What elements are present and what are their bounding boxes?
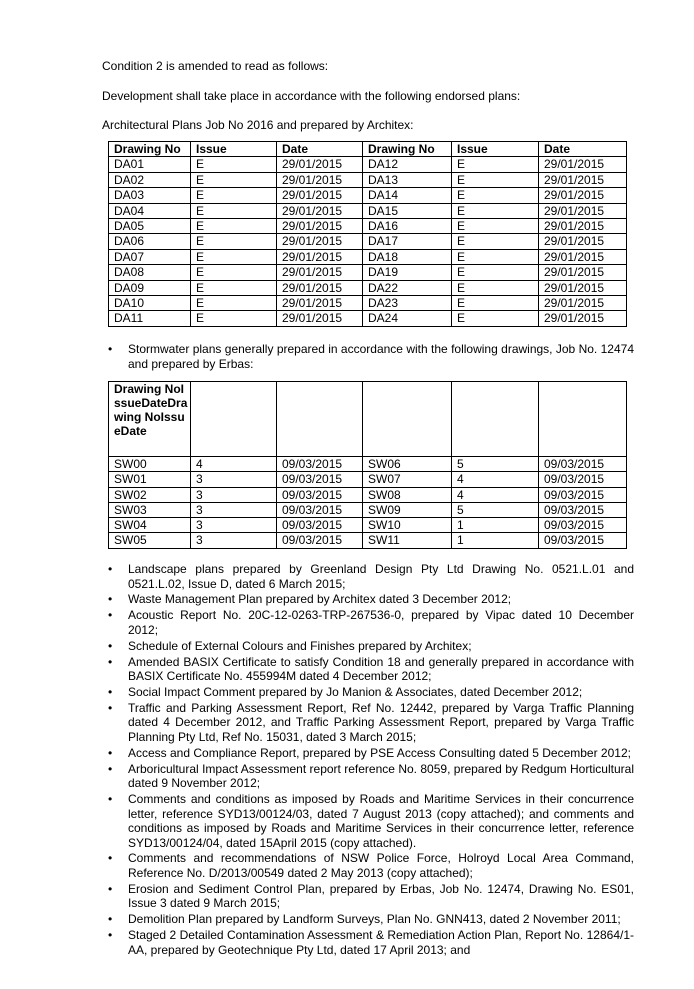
table-header-row — [109, 142, 627, 157]
table-cell: 09/03/2015 — [277, 472, 363, 487]
table-cell: DA09 — [109, 280, 191, 295]
table-cell: 29/01/2015 — [539, 311, 627, 326]
table-cell: DA18 — [363, 249, 452, 264]
bullet-point: • — [108, 654, 113, 669]
table-cell: SW07 — [363, 472, 452, 487]
table-cell: E — [191, 295, 277, 310]
bullet-point: • — [108, 792, 113, 807]
stormwater-intro: Stormwater plans generally prepared in accordance with the following drawings, Job No. 12474 and prepared by Erbas: — [128, 342, 634, 371]
column-header: Drawing No — [363, 142, 452, 157]
table-row — [109, 457, 627, 472]
table-cell: 29/01/2015 — [539, 172, 627, 187]
table-cell: DA19 — [363, 265, 452, 280]
table-cell: DA06 — [109, 234, 191, 249]
table-cell: DA23 — [363, 295, 452, 310]
list-item-text: Erosion and Sediment Control Plan, prepared by Erbas, Job No. 12474, Drawing No. ES01, Issue 3 dated 9 March 2015; — [128, 881, 634, 911]
table-cell: DA02 — [109, 172, 191, 187]
table-cell: DA14 — [363, 188, 452, 203]
column-header: Date — [277, 142, 363, 157]
bullet-point: • — [108, 608, 113, 623]
bullet-point: • — [108, 684, 113, 699]
table-cell: E — [191, 157, 277, 172]
column-header: Issue — [452, 142, 539, 157]
bullet-point: • — [108, 638, 113, 653]
table-cell: 09/03/2015 — [277, 502, 363, 517]
table-cell: DA10 — [109, 295, 191, 310]
stormwater-plans-table — [108, 381, 627, 549]
table-row — [109, 472, 627, 487]
list-item — [108, 746, 634, 761]
table-cell: SW04 — [109, 518, 191, 533]
list-item-text: Traffic and Parking Assessment Report, Ref No. 12442, prepared by Varga Traffic Planning dated 4 December 2012, and Traffic Parking Assessment Report, prepared by Varga Traffic Planning Pty Ltd, Ref No. 15031, dated 3 March 2015; — [128, 700, 634, 744]
table-cell: DA24 — [363, 311, 452, 326]
table-cell: DA11 — [109, 311, 191, 326]
table-cell: E — [191, 249, 277, 264]
list-item-text: Social Impact Comment prepared by Jo Manion & Associates, dated December 2012; — [128, 684, 583, 699]
table-row — [109, 280, 627, 295]
table-cell: 29/01/2015 — [539, 157, 627, 172]
table-cell: 09/03/2015 — [539, 487, 627, 502]
table-cell: 1 — [452, 533, 539, 548]
empty-header-cell — [363, 382, 452, 457]
list-item — [108, 592, 634, 607]
table-row — [109, 218, 627, 233]
list-item — [108, 701, 634, 745]
table-cell: E — [452, 203, 539, 218]
bullet-point: • — [108, 881, 113, 896]
table-cell: SW05 — [109, 533, 191, 548]
bullet-point: • — [108, 912, 113, 927]
table-cell: E — [452, 280, 539, 295]
table-row — [109, 265, 627, 280]
architectural-plans-heading: Architectural Plans Job No 2016 and prepared by Architex: — [102, 118, 414, 132]
table-cell: 09/03/2015 — [539, 472, 627, 487]
list-item — [108, 639, 634, 654]
table-cell: 29/01/2015 — [277, 218, 363, 233]
table-cell: SW03 — [109, 502, 191, 517]
empty-header-cell — [191, 382, 277, 457]
table-cell: E — [452, 249, 539, 264]
table-cell: SW10 — [363, 518, 452, 533]
table-row — [109, 234, 627, 249]
table-row — [109, 518, 627, 533]
list-item — [108, 655, 634, 684]
merged-column-header: Drawing NoIssueDateDrawing NoIssueDate — [109, 382, 191, 457]
table-cell: E — [191, 188, 277, 203]
table-cell: DA16 — [363, 218, 452, 233]
table-cell: 29/01/2015 — [539, 249, 627, 264]
table-cell: DA13 — [363, 172, 452, 187]
table-cell: 29/01/2015 — [539, 265, 627, 280]
table-cell: 4 — [452, 472, 539, 487]
table-cell: 3 — [191, 502, 277, 517]
table-cell: 29/01/2015 — [277, 265, 363, 280]
list-item — [108, 851, 634, 880]
table-cell: SW06 — [363, 457, 452, 472]
development-statement: Development shall take place in accordance with the following endorsed plans: — [102, 89, 521, 103]
table-cell: DA12 — [363, 157, 452, 172]
table-cell: E — [452, 295, 539, 310]
table-cell: 29/01/2015 — [539, 218, 627, 233]
list-item-text: Access and Compliance Report, prepared by PSE Access Consulting dated 5 December 2012; — [128, 745, 631, 760]
list-item-text: Comments and conditions as imposed by Roads and Maritime Services in their concurrence letter, reference SYD13/00124/03, dated 7 August 2013 (copy attached); and comments and conditions as imposed by Roads and Maritime Services in their concurrence letter, reference SYD13/00124/04, dated 15April 2015 (copy attached). — [128, 792, 634, 850]
table-cell: E — [452, 234, 539, 249]
table-cell: 5 — [452, 457, 539, 472]
table-cell: E — [191, 280, 277, 295]
bullet-point: • — [108, 592, 113, 607]
list-item-text: Comments and recommendations of NSW Police Force, Holroyd Local Area Command, Reference No. D/2013/00549 dated 2 May 2013 (copy attached); — [128, 851, 634, 880]
table-cell: 09/03/2015 — [277, 533, 363, 548]
bullet-point: • — [108, 745, 113, 760]
table-cell: 3 — [191, 487, 277, 502]
table-cell: E — [452, 311, 539, 326]
list-item — [108, 882, 634, 911]
bullet-point: • — [108, 562, 113, 576]
empty-header-cell — [539, 382, 627, 457]
table-cell: E — [452, 265, 539, 280]
table-cell: E — [191, 203, 277, 218]
table-row — [109, 188, 627, 203]
empty-header-cell — [277, 382, 363, 457]
bullet-point: • — [108, 342, 113, 356]
architectural-plans-table — [108, 141, 627, 327]
stormwater-bullet — [108, 342, 634, 371]
list-item — [108, 562, 634, 591]
table-cell: DA04 — [109, 203, 191, 218]
list-item — [108, 792, 634, 850]
table-cell: 09/03/2015 — [539, 533, 627, 548]
table-cell: E — [191, 265, 277, 280]
bullet-point: • — [108, 761, 113, 776]
table-cell: 29/01/2015 — [277, 172, 363, 187]
table-cell: 4 — [452, 487, 539, 502]
table-cell: 3 — [191, 518, 277, 533]
table-cell: DA22 — [363, 280, 452, 295]
table-cell: 3 — [191, 472, 277, 487]
table-cell: 29/01/2015 — [539, 234, 627, 249]
bullet-point: • — [108, 700, 113, 715]
table-cell: E — [191, 172, 277, 187]
table-row — [109, 487, 627, 502]
table-cell: 29/01/2015 — [277, 280, 363, 295]
table-cell: SW01 — [109, 472, 191, 487]
table-cell: DA15 — [363, 203, 452, 218]
table-cell: DA17 — [363, 234, 452, 249]
table-cell: DA07 — [109, 249, 191, 264]
table-cell: E — [452, 172, 539, 187]
table-cell: 09/03/2015 — [539, 518, 627, 533]
table-row — [109, 172, 627, 187]
list-item-text: Staged 2 Detailed Contamination Assessment & Remediation Action Plan, Report No. 12864/1-AA, prepared by Geotechnique Pty Ltd, dated 17 April 2013; and — [128, 928, 634, 957]
list-item — [108, 912, 634, 927]
table-cell: 29/01/2015 — [277, 295, 363, 310]
table-row — [109, 203, 627, 218]
list-item — [108, 762, 634, 791]
list-item — [108, 608, 634, 637]
table-cell: 29/01/2015 — [277, 188, 363, 203]
bullet-point: • — [108, 928, 113, 943]
table-cell: 29/01/2015 — [277, 157, 363, 172]
table-cell: SW08 — [363, 487, 452, 502]
list-item-text: Arboricultural Impact Assessment report reference No. 8059, prepared by Redgum Horticultural dated 9 November 2012; — [128, 761, 634, 791]
endorsed-documents-list — [108, 562, 634, 958]
list-item-text: Waste Management Plan prepared by Architex dated 3 December 2012; — [128, 592, 512, 607]
column-header: Drawing No — [109, 142, 191, 157]
table-cell: 29/01/2015 — [539, 203, 627, 218]
table-cell: DA03 — [109, 188, 191, 203]
list-item-text: Schedule of External Colours and Finishes prepared by Architex; — [128, 638, 472, 653]
table-cell: 09/03/2015 — [539, 502, 627, 517]
table-cell: SW02 — [109, 487, 191, 502]
table-cell: 29/01/2015 — [277, 311, 363, 326]
table-cell: E — [191, 218, 277, 233]
table-cell: DA05 — [109, 218, 191, 233]
table-cell: 29/01/2015 — [277, 203, 363, 218]
table-cell: 5 — [452, 502, 539, 517]
table-cell: 4 — [191, 457, 277, 472]
table-cell: E — [452, 218, 539, 233]
table-row — [109, 502, 627, 517]
table-cell: E — [452, 188, 539, 203]
table-cell: SW09 — [363, 502, 452, 517]
column-header: Issue — [191, 142, 277, 157]
table-cell: 29/01/2015 — [539, 188, 627, 203]
list-item-text: Acoustic Report No. 20C-12-0263-TRP-267536-0, prepared by Vipac dated 10 December 2012; — [128, 608, 634, 637]
table-cell: 09/03/2015 — [277, 457, 363, 472]
list-item — [108, 685, 634, 700]
table-cell: E — [191, 311, 277, 326]
table-cell: SW00 — [109, 457, 191, 472]
table-cell: 09/03/2015 — [539, 457, 627, 472]
table-cell: SW11 — [363, 533, 452, 548]
column-header: Date — [539, 142, 627, 157]
list-item-text: Amended BASIX Certificate to satisfy Condition 18 and generally prepared in accordance with BASIX Certificate No. 455994M dated 4 December 2012; — [128, 654, 634, 684]
table-cell: 1 — [452, 518, 539, 533]
condition-heading: Condition 2 is amended to read as follows: — [102, 59, 329, 73]
table-cell: 29/01/2015 — [539, 280, 627, 295]
bullet-point: • — [108, 851, 113, 866]
table-cell: 09/03/2015 — [277, 487, 363, 502]
table-row — [109, 533, 627, 548]
table-row — [109, 249, 627, 264]
table-row — [109, 157, 627, 172]
table-cell: 29/01/2015 — [277, 249, 363, 264]
table-cell: DA08 — [109, 265, 191, 280]
table-cell: DA01 — [109, 157, 191, 172]
table-row — [109, 311, 627, 326]
empty-header-cell — [452, 382, 539, 457]
table-cell: 09/03/2015 — [277, 518, 363, 533]
table-cell: E — [191, 234, 277, 249]
table-header-row — [109, 382, 627, 457]
list-item-text: Demolition Plan prepared by Landform Surveys, Plan No. GNN413, dated 2 November 2011; — [128, 912, 621, 927]
table-row — [109, 295, 627, 310]
table-cell: 29/01/2015 — [277, 234, 363, 249]
list-item-text: Landscape plans prepared by Greenland Design Pty Ltd Drawing No. 0521.L.01 and 0521.L.02, Issue D, dated 6 March 2015; — [128, 562, 634, 591]
table-cell: 3 — [191, 533, 277, 548]
table-cell: 29/01/2015 — [539, 295, 627, 310]
table-cell: E — [452, 157, 539, 172]
list-item — [108, 928, 634, 957]
